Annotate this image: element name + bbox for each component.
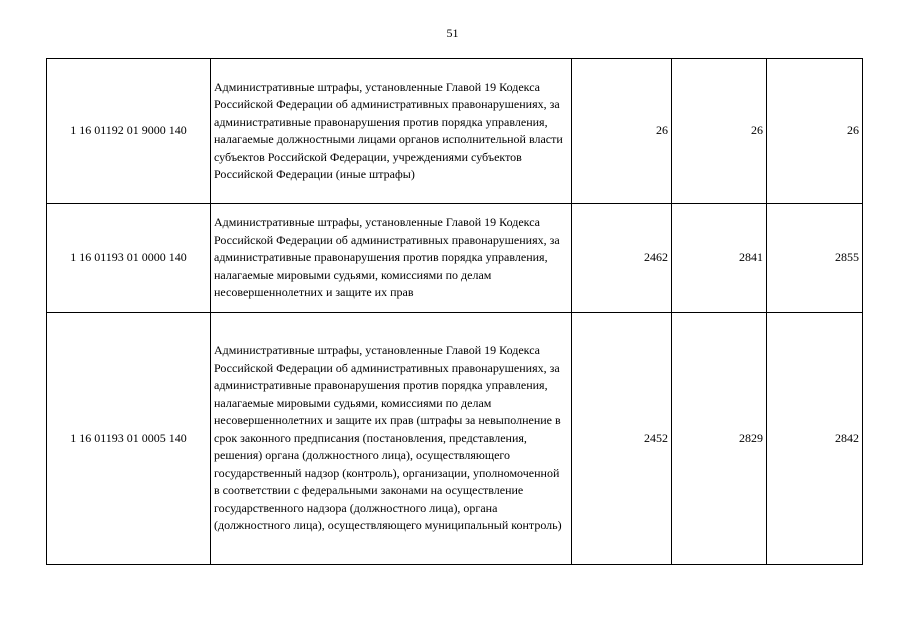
- value-year-2: 26: [672, 59, 767, 204]
- table-row: [47, 204, 863, 313]
- value-year-3: 2842: [767, 313, 863, 565]
- table-row: [47, 59, 863, 204]
- table-row: [47, 313, 863, 565]
- budget-code: 1 16 01192 01 9000 140: [47, 59, 211, 204]
- budget-code: 1 16 01193 01 0000 140: [47, 204, 211, 313]
- budget-table: [46, 58, 863, 565]
- revenue-description: Административные штрафы, установленные Главой 19 Кодекса Российской Федерации об административных правонарушениях, за административные правонарушения против порядка управления, налагаемые мировыми судьями, комиссиями по делам несовершеннолетних и защите их прав (штрафы за невыполнение в срок законного предписания (постановления, представления, решения) органа (должностного лица), осуществляющего государственный надзор (контроль), организации, уполномоченной в соответствии с федеральными законами на осуществление государственного надзора (должностного лица), органа (должностного лица), осуществляющего муниципальный контроль): [211, 313, 572, 565]
- value-year-1: 26: [572, 59, 672, 204]
- value-year-3: 26: [767, 59, 863, 204]
- revenue-description: Административные штрафы, установленные Главой 19 Кодекса Российской Федерации об административных правонарушениях, за административные правонарушения против порядка управления, налагаемые должностными лицами органов исполнительной власти субъектов Российской Федерации, учреждениями субъектов Российской Федерации (иные штрафы): [211, 59, 572, 204]
- value-year-1: 2462: [572, 204, 672, 313]
- value-year-2: 2841: [672, 204, 767, 313]
- value-year-1: 2452: [572, 313, 672, 565]
- page-number: 51: [446, 26, 459, 40]
- value-year-2: 2829: [672, 313, 767, 565]
- budget-code: 1 16 01193 01 0005 140: [47, 313, 211, 565]
- value-year-3: 2855: [767, 204, 863, 313]
- revenue-description: Административные штрафы, установленные Главой 19 Кодекса Российской Федерации об административных правонарушениях, за административные правонарушения против порядка управления, налагаемые мировыми судьями, комиссиями по делам несовершеннолетних и защите их прав: [211, 204, 572, 313]
